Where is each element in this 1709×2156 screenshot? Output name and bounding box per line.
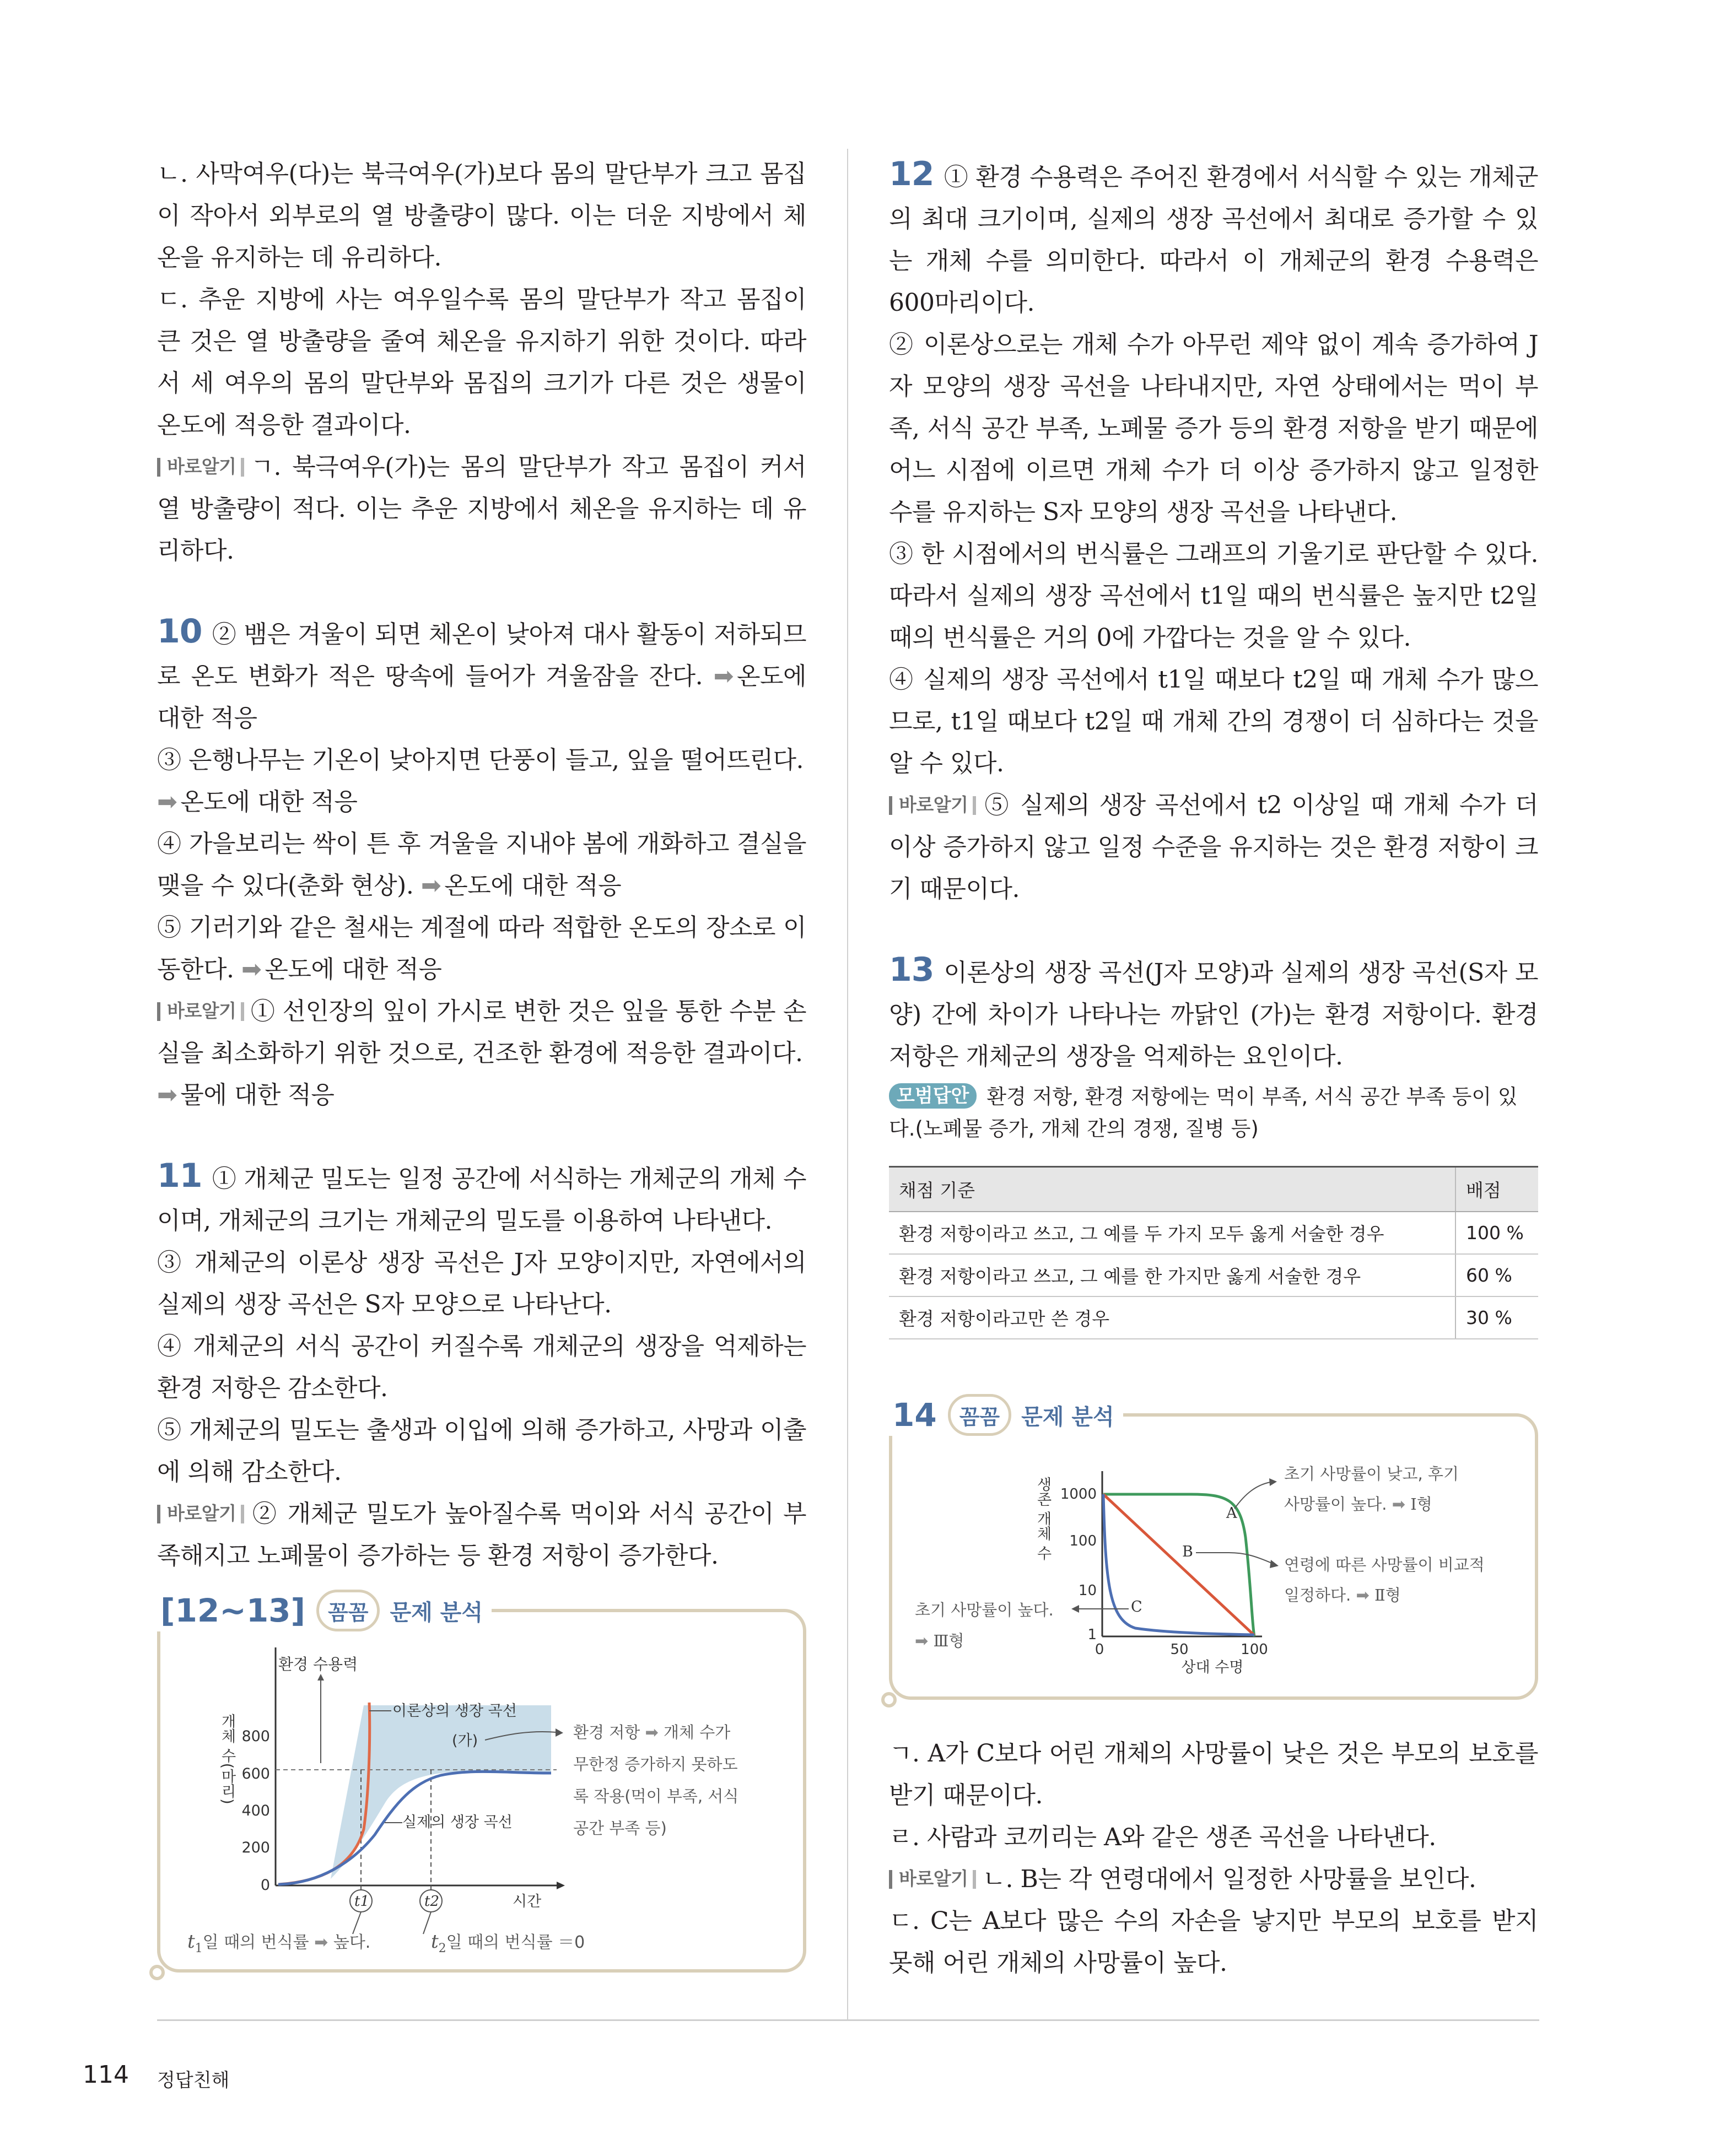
x-tick: 50 — [1170, 1641, 1189, 1658]
q10-p3: ④ 가을보리는 싹이 튼 후 겨울을 지내야 봄에 개화하고 결실을 맺을 수 있다(춘화 현상). ➡ 온도에 대한 적응 — [157, 823, 806, 907]
x-axis-label: 상대 수명 — [1181, 1659, 1244, 1676]
table-header: 배점 — [1455, 1167, 1538, 1212]
right-arrow-icon: ➡ — [157, 1081, 177, 1109]
q9-wrong-text: ㄱ. 북극여우(가)는 몸의 말단부가 작고 몸집이 커서 열 방출량이 적다. 이는 추운 지방에서 체온을 유지하는 데 유리하다. — [157, 453, 806, 565]
q9-wrong — [157, 446, 806, 572]
note-a: 초기 사망률이 낮고, 후기 — [1284, 1465, 1459, 1483]
x-tick: 100 — [1241, 1641, 1268, 1658]
box-title: 문제 분석 — [1021, 1404, 1114, 1430]
model-answer-badge: 모범답안 — [889, 1083, 977, 1109]
survivorship-curve-figure — [904, 1460, 1527, 1686]
right-column — [889, 153, 1538, 1378]
page-number: 114 — [83, 2061, 129, 2089]
svg-text:환경 저항 ➡ 개체 수가: 환경 저항 ➡ 개체 수가 — [573, 1723, 731, 1742]
table-row: 환경 저항이라고만 쓴 경우 30 % — [889, 1296, 1538, 1339]
q10-p2: ③ 은행나무는 기온이 낮아지면 단풍이 들고, 잎을 떨어뜨린다. ➡ 온도에 대한 적응 — [157, 739, 806, 823]
box-corner-ring — [881, 1692, 897, 1707]
note-line: 무한정 증가하지 못하도 — [573, 1755, 738, 1774]
q10-wrong: 바로알기 ① 선인장의 잎이 가시로 변한 것은 잎을 통한 수분 손실을 최소화하기 위한 것으로, 건조한 환경에 적응한 결과이다. ➡ 물에 대한 적응 — [157, 991, 806, 1116]
t2-note: 일 때의 번식률 ＝0 — [446, 1933, 585, 1952]
y-axis-label: 개체 수(마리) — [218, 1714, 236, 1804]
table-row: 환경 저항이라고 쓰고, 그 예를 두 가지 모두 옳게 서술한 경우 100 % — [889, 1212, 1538, 1254]
svg-text:일정하다. ➡ Ⅱ형: 일정하다. ➡ Ⅱ형 — [1284, 1586, 1401, 1604]
note-line: 록 작용(먹이 부족, 서식 — [573, 1787, 739, 1806]
q14-p1: ㄱ. A가 C보다 어린 개체의 사망률이 낮은 것은 부모의 보호를 받기 때문이다. — [889, 1739, 1538, 1809]
analysis-box-header — [883, 1394, 1123, 1436]
question-number: 11 — [157, 1157, 202, 1195]
y-tick: 400 — [241, 1802, 270, 1819]
svg-text:t1일 때의 번식률 ➡ 높다.: $t_1$일 때의 번식률 ➡ 높다. — [187, 1931, 371, 1955]
y-tick: 1 — [1087, 1627, 1097, 1643]
note-b: 일정하다. — [1284, 1586, 1351, 1604]
q12-p2: ② 이론상으로는 개체 수가 아무런 제약 없이 계속 증가하여 J자 모양의 생장 곡선을 나타내지만, 자연 상태에서는 먹이 부족, 서식 공간 부족, 노폐물 증가 등의 환경 저항을 받기 때문에 어느 시점에 이르면 개체 수가 더 이상 증가하지 않고 일정한 수를 유지하는 S자 모양의 생장 곡선을 나타낸다. — [889, 331, 1538, 526]
q10-p4: ⑤ 기러기와 같은 철새는 계절에 따라 적합한 온도의 장소로 이동한다. ➡ 온도에 대한 적응 — [157, 907, 806, 991]
box-corner-ring — [149, 1965, 165, 1980]
model-answer: 모범답안 환경 저항, 환경 저항에는 먹이 부족, 서식 공간 부족 등이 있다.(노폐물 증가, 개체 간의 경쟁, 질병 등) — [889, 1081, 1538, 1145]
growth-curve-figure — [176, 1647, 799, 1967]
y-tick: 0 — [260, 1877, 270, 1894]
curve-b-label: B — [1182, 1543, 1193, 1560]
svg-text:➡ Ⅲ형: ➡ Ⅲ형 — [915, 1631, 964, 1650]
question-number: 12 — [889, 155, 934, 193]
q11-p4: ⑤ 개체군의 밀도는 출생과 이입에 의해 증가하고, 사망과 이출에 의해 감소한다. — [157, 1416, 806, 1486]
q14-p3: ㄷ. C는 A보다 많은 수의 자손을 낳지만 부모의 보호를 받지 못해 어린 개체의 사망률이 높다. — [889, 1907, 1538, 1977]
q12-wrong: 바로알기 ⑤ 실제의 생장 곡선에서 t2 이상일 때 개체 수가 더 이상 증가하지 않고 일정 수준을 유지하는 것은 환경 저항이 크기 때문이다. — [889, 791, 1538, 903]
q12-p1: 12 ① 환경 수용력은 주어진 환경에서 서식할 수 있는 개체군의 최대 크기이며, 실제의 생장 곡선에서 최대로 증가할 수 있는 개체 수를 의미한다. 따라서 이 개체군의 환경 수용력은 600마리이다. — [889, 155, 1538, 317]
x-tick: 0 — [1095, 1641, 1104, 1658]
right-arrow-icon: ➡ — [713, 662, 734, 690]
analysis-box-header — [152, 1590, 492, 1631]
right-arrow-icon: ➡ — [157, 788, 177, 816]
table-row: 환경 저항이라고 쓰고, 그 예를 한 가지만 옳게 서술한 경우 60 % — [889, 1254, 1538, 1296]
q11-wrong: 바로알기 ② 개체군 밀도가 높아질수록 먹이와 서식 공간이 부족해지고 노폐물이 증가하는 등 환경 저항이 증가한다. — [157, 1500, 806, 1570]
table-header: 채점 기준 — [889, 1167, 1455, 1212]
box-title: 문제 분석 — [390, 1600, 483, 1625]
y-axis-label: 생존 개체 수 — [1034, 1477, 1052, 1561]
y-tick: 100 — [1069, 1533, 1097, 1549]
q14-answers — [889, 1733, 1538, 1984]
y-tick: 200 — [241, 1839, 270, 1856]
q9-continued — [157, 153, 806, 572]
column-divider — [847, 149, 848, 2019]
q13-p1: 13 이론상의 생장 곡선(J자 모양)과 실제의 생장 곡선(S자 모양) 간에 차이가 나타나는 까닭인 (가)는 환경 저항이다. 환경 저항은 개체군의 생장을 억제하는 요인이다. — [889, 950, 1538, 1071]
wrong-tag: 바로알기 — [157, 999, 244, 1023]
y-tick: 800 — [241, 1728, 270, 1745]
y-tick: 1000 — [1060, 1486, 1097, 1503]
t1-note: 일 때의 번식률 — [202, 1933, 309, 1952]
scoring-table — [889, 1166, 1538, 1339]
wrong-tag: 바로알기 — [889, 793, 976, 817]
wrong-tag: 바로알기 — [157, 455, 244, 479]
ggom-badge: 꼼꼼 — [316, 1590, 380, 1631]
y-tick: 600 — [241, 1765, 270, 1782]
box-number: 14 — [892, 1396, 937, 1434]
q14-wrong: 바로알기 ㄴ. B는 각 연령대에서 일정한 사망률을 보인다. — [889, 1858, 1538, 1900]
svg-text:사망률이 높다. ➡ Ⅰ형: 사망률이 높다. ➡ Ⅰ형 — [1284, 1495, 1432, 1514]
t2-marker: t2 — [424, 1893, 439, 1910]
q11-p1: 11 ① 개체군 밀도는 일정 공간에 서식하는 개체군의 개체 수이며, 개체군의 크기는 개체군의 밀도를 이용하여 나타낸다. — [157, 1157, 806, 1235]
note-line: 공간 부족 등) — [573, 1819, 667, 1838]
q11 — [157, 1155, 806, 1577]
environmental-resistance-shade — [331, 1705, 551, 1879]
t1-marker: t1 — [354, 1893, 369, 1910]
q12-p3: ③ 한 시점에서의 번식률은 그래프의 기울기로 판단할 수 있다. 따라서 실제의 생장 곡선에서 t1일 때의 번식률은 높지만 t2일 때의 번식률은 거의 0에 가깝다는 것을 알 수 있다. — [889, 540, 1538, 652]
svg-text:t2일 때의 번식률 ＝0: $t_2$일 때의 번식률 ＝0 — [431, 1931, 585, 1955]
curve-a-label: A — [1226, 1505, 1237, 1522]
real-curve-label: 실제의 생장 곡선 — [402, 1814, 513, 1831]
wrong-tag: 바로알기 — [889, 1867, 976, 1891]
y-tick: 10 — [1078, 1582, 1097, 1599]
question-number: 10 — [157, 612, 202, 651]
page-label: 정답친해 — [157, 2069, 230, 2092]
question-number: 13 — [889, 950, 934, 989]
wrong-tag: 바로알기 — [157, 1501, 244, 1526]
right-arrow-icon: ➡ — [241, 955, 262, 984]
q12-p4: ④ 실제의 생장 곡선에서 t1일 때보다 t2일 때 개체 수가 많으므로, t1일 때보다 t2일 때 개체 간의 경쟁이 더 심하다는 것을 알 수 있다. — [889, 666, 1538, 777]
curve-c-label: C — [1131, 1598, 1142, 1615]
ggom-badge: 꼼꼼 — [948, 1394, 1011, 1436]
footer-divider — [157, 2019, 1539, 2021]
note-b: 연령에 따른 사망률이 비교적 — [1284, 1555, 1485, 1574]
right-arrow-icon: ➡ — [420, 872, 441, 900]
ga-label: (가) — [452, 1732, 478, 1749]
note-c: Ⅲ형 — [933, 1631, 964, 1650]
q11-p3: ④ 개체군의 서식 공간이 커질수록 개체군의 생장을 억제하는 환경 저항은 감소한다. — [157, 1332, 806, 1402]
note-env-resistance: 환경 저항 — [573, 1723, 640, 1742]
q10-p1: 10 ② 뱀은 겨울이 되면 체온이 낮아져 대사 활동이 저하되므로 온도 변화가 적은 땅속에 들어가 겨울잠을 잔다. ➡ 온도에 대한 적응 — [157, 612, 806, 732]
q11-p2: ③ 개체군의 이론상 생장 곡선은 J자 모양이지만, 자연에서의 실제의 생장 곡선은 S자 모양으로 나타난다. — [157, 1249, 806, 1319]
carrying-capacity-label: 환경 수용력 — [278, 1655, 358, 1673]
left-column — [157, 153, 806, 1615]
q14-p2: ㄹ. 사람과 코끼리는 A와 같은 생존 곡선을 나타낸다. — [889, 1823, 1436, 1851]
q9-item-da: ㄷ. 추운 지방에 사는 여우일수록 몸의 말단부가 작고 몸집이 큰 것은 열 방출량을 줄여 체온을 유지하기 위한 것이다. 따라서 세 여우의 몸의 말단부와 몸집의 크기가 다른 것은 생물이 온도에 적응한 결과이다. — [157, 285, 806, 439]
box-number: [12~13] — [160, 1592, 306, 1629]
theory-curve-label: 이론상의 생장 곡선 — [392, 1703, 517, 1720]
x-axis-label: 시간 — [513, 1893, 542, 1910]
q9-item-na: ㄴ. 사막여우(다)는 북극여우(가)보다 몸의 말단부가 크고 몸집이 작아서 외부로의 열 방출량이 많다. 이는 더운 지방에서 체온을 유지하는 데 유리하다. — [157, 160, 806, 272]
q10 — [157, 610, 806, 1116]
q12 — [889, 153, 1538, 910]
note-a: 사망률이 높다. — [1284, 1495, 1387, 1514]
note-c: 초기 사망률이 높다. — [915, 1601, 1054, 1619]
q13 — [889, 949, 1538, 1339]
